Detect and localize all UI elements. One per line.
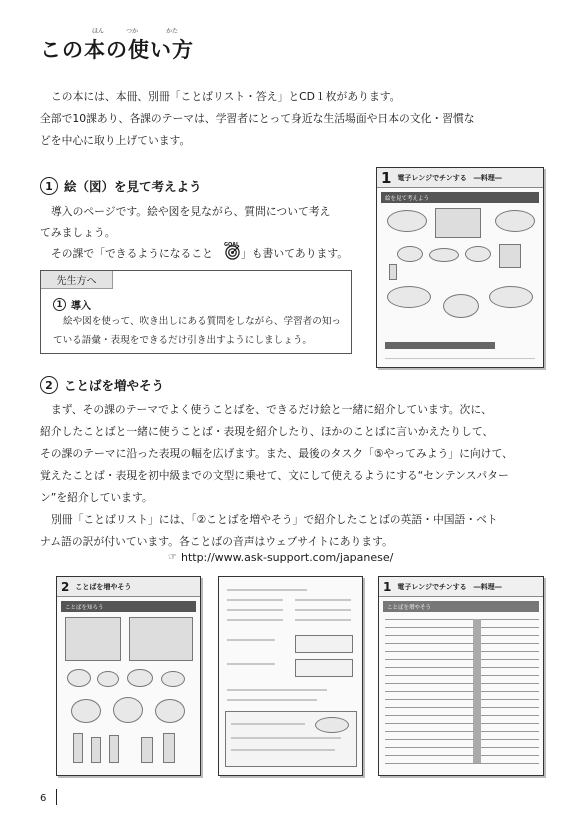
example-box [295, 635, 353, 653]
text-line [227, 689, 327, 691]
text-line [231, 723, 305, 725]
kitchen-illustration [129, 617, 193, 661]
goal-bar [385, 342, 495, 349]
food-illustration [465, 246, 491, 262]
footer-line [385, 358, 535, 359]
word-row [385, 683, 539, 684]
thumbnail-subbar: ことばを知ろう [61, 601, 196, 612]
bottle-illustration [91, 737, 101, 763]
utensil-illustration [71, 699, 101, 723]
text-line [227, 589, 307, 591]
section-1-line-3-before: その課で「できるようになること [51, 247, 213, 260]
section-1-line-2: てみましょう。 [40, 226, 116, 239]
bottle-illustration [141, 737, 153, 763]
word-row [385, 635, 539, 636]
sentence-pattern-thumbnail [218, 576, 363, 776]
word-row [385, 723, 539, 724]
goal-icon [213, 243, 241, 265]
teacher-note-box [40, 270, 352, 354]
thumbnail-title: ことばを増やそう [75, 582, 132, 591]
section-2-heading [40, 376, 164, 394]
section-2-line-2: 紹介したことばと一緒に使うことば・表現を紹介したり、ほかのことばに言いかえたりして、 [40, 425, 494, 438]
food-illustration [499, 244, 521, 268]
thumbnail-subbar: 絵を見て考えよう [381, 192, 539, 203]
microwave-illustration [435, 208, 481, 238]
teacher-note-tab: 先生方へ [41, 271, 113, 289]
text-line [295, 609, 351, 611]
pointing-hand-icon: ☞ [168, 552, 177, 563]
furigana-hon: ほん [92, 28, 105, 35]
furigana-kata: かた [166, 28, 179, 35]
section-1-heading [40, 177, 202, 195]
word-row [385, 691, 539, 692]
word-row [385, 707, 539, 708]
text-line [227, 599, 283, 601]
website-url[interactable]: http://www.ask-support.com/japanese/ [180, 551, 394, 564]
page-number-rule [56, 789, 57, 805]
thumbnail-header [379, 577, 543, 597]
food-illustration [127, 669, 153, 687]
speech-bubble-illustration [495, 210, 535, 232]
thumbnail-number: 2 [61, 579, 70, 594]
section-2-line-6: 別冊「ことばリスト」には、「②ことばを増やそう」で紹介したことばの英語・中国語・ベト [51, 513, 498, 526]
teacher-note-subtitle-text: 導入 [71, 301, 91, 312]
utensil-illustration [155, 699, 185, 723]
text-line [227, 663, 275, 665]
section-2-number: 2 [40, 376, 58, 394]
section-1-line-3 [40, 243, 360, 265]
thumbnail-number: 1 [383, 579, 392, 594]
section-1-line-3-after: 」も書いてあります。 [240, 247, 349, 260]
text-line [231, 749, 335, 751]
word-row [385, 739, 539, 740]
example-box [295, 659, 353, 677]
pot-illustration [443, 294, 479, 318]
goal-label: GOAL [223, 242, 240, 248]
word-row [385, 755, 539, 756]
word-row [385, 731, 539, 732]
thumbnail-number: 1 [381, 168, 392, 187]
teacher-note-number: 1 [53, 298, 66, 311]
food-illustration [161, 671, 185, 687]
thumbnail-title: 電子レンジでチンする ―料理― [397, 582, 502, 591]
teacher-note-body: 絵や図を使って、吹き出しにある質問をしながら、学習者の知っている語彙・表現をできるだけ引き出すようにしましょう。 [53, 316, 342, 346]
food-illustration [397, 246, 423, 262]
text-line [227, 609, 283, 611]
word-row [385, 659, 539, 660]
furigana-tsuka: つか [126, 28, 139, 35]
text-line [227, 619, 283, 621]
word-row [385, 715, 539, 716]
intro-line-1: この本には、本冊、別冊「ことばリスト・答え」とCD１枚があります。 [51, 90, 401, 103]
section-2-line-3: その課のテーマに沿った表現の幅を広げます。また、最後のタスク「⑤やってみよう」に向けて、 [40, 447, 513, 460]
thumbnail-header [57, 577, 200, 597]
teacher-note-subtitle [53, 297, 91, 312]
section-2-line-5: ン”を紹介しています。 [40, 491, 153, 504]
utensil-illustration [113, 697, 143, 723]
text-line [231, 737, 341, 739]
word-row [385, 651, 539, 652]
text-line [295, 599, 351, 601]
website-url-line [168, 551, 393, 564]
page-number: 6 [40, 793, 47, 804]
text-line [227, 699, 317, 701]
word-row [385, 667, 539, 668]
speech-bubble-illustration [387, 210, 427, 232]
bottle-illustration [163, 733, 175, 763]
page-title: この本の使い方 [40, 38, 194, 62]
word-row [385, 675, 539, 676]
text-line [295, 619, 351, 621]
food-illustration [67, 669, 91, 687]
food-illustration [97, 671, 119, 687]
thumbnail-subbar: ことばを増やそう [383, 601, 539, 612]
bottle-illustration [109, 735, 119, 763]
section-1-title: 絵（図）を見て考えよう [64, 179, 202, 194]
section-2-title: ことばを増やそう [64, 378, 165, 393]
vocab-page-thumbnail [56, 576, 201, 776]
word-row [385, 699, 539, 700]
word-row [385, 747, 539, 748]
word-row [385, 643, 539, 644]
speech-bubble-illustration [489, 286, 533, 308]
word-list-thumbnail [378, 576, 544, 776]
lesson-page-thumbnail [376, 167, 544, 368]
food-illustration [429, 248, 459, 262]
word-row [385, 619, 539, 620]
intro-line-2: 全部で10課あり、各課のテーマは、学習者にとって身近な生活場面や日本の文化・習慣な [40, 112, 475, 125]
dish-illustration [315, 717, 349, 733]
speech-bubble-illustration [387, 286, 431, 308]
section-2-line-7: ナム語の訳が付いています。各ことばの音声はウェブサイトにあります。 [40, 535, 393, 548]
section-2-line-4: 覚えたことば・表現を初中級までの文型に乗せて、文にして使えるようにする“センテンスパター [40, 469, 509, 482]
section-2-line-1: まず、その課のテーマでよく使うことばを、できるだけ絵と一緒に紹介しています。次に、 [51, 403, 492, 416]
bottle-illustration [389, 264, 397, 280]
thumbnail-header [377, 168, 543, 188]
audio-column [473, 619, 481, 763]
kitchen-illustration [65, 617, 121, 661]
thumbnail-title: 電子レンジでチンする ―料理― [397, 173, 502, 182]
intro-line-3: どを中心に取り上げています。 [40, 134, 191, 147]
section-1-line-1: 導入のページです。絵や図を見ながら、質問について考え [51, 205, 331, 218]
bottle-illustration [73, 733, 83, 763]
text-line [227, 639, 275, 641]
section-1-number: 1 [40, 177, 58, 195]
word-row [385, 627, 539, 628]
word-row [385, 763, 539, 764]
